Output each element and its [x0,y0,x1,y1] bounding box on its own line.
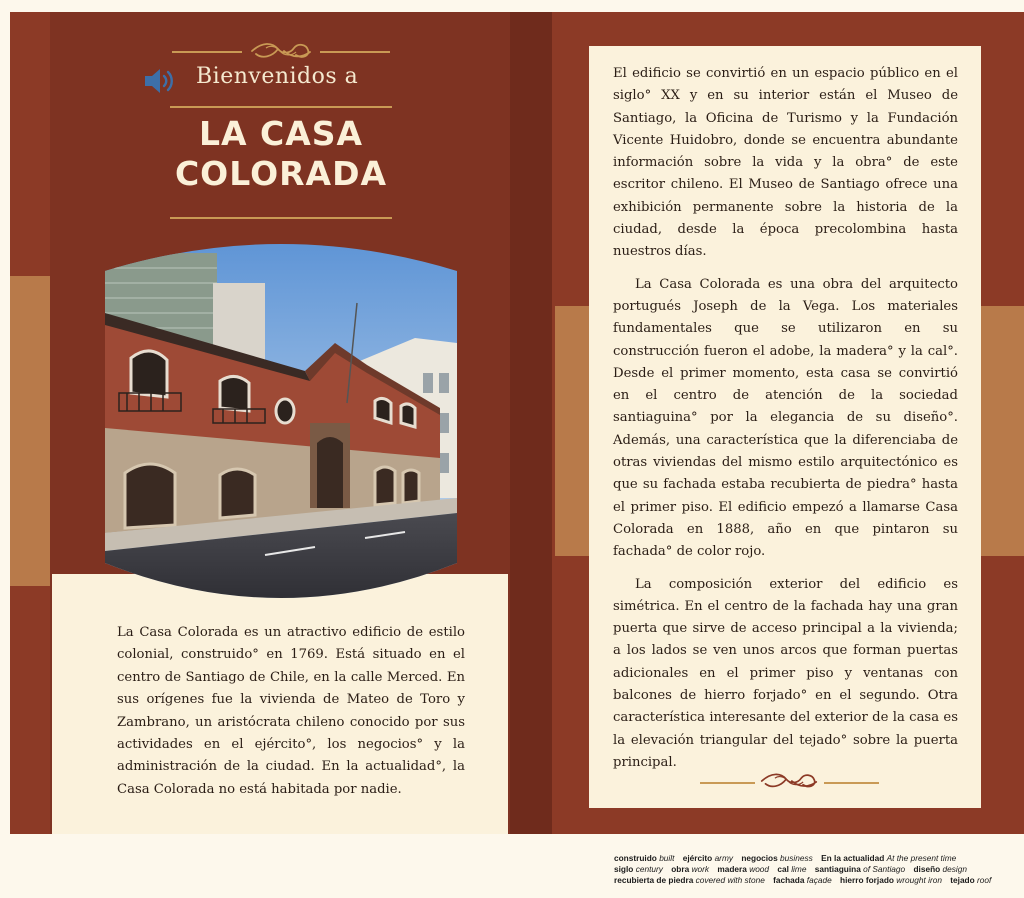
bottom-rule-right [824,782,879,784]
title-line-2: COLORADA [174,154,388,193]
flourish-ornament-icon [758,770,820,792]
glossary [614,853,1018,886]
title-line-1: LA CASA [198,114,364,153]
speaker-icon[interactable] [143,67,177,95]
flourish-ornament-icon [248,40,314,62]
glossary-line-1: construido built ejército army negocios business En la actualidad At the present time [614,853,957,863]
glossary-line-2: siglo century obra work madera wood cal lime santiaguina of Santiago diseño design [614,864,967,874]
title-rule-top [170,106,392,108]
top-rule-left [172,51,242,53]
paragraph-1: El edificio se convirtió en un espacio público en el siglo° XX y en su interior están el Museo de Santiago, la Oficina de Turismo y la Fundación Vicente Huidobro, donde se encuentra abundante información sobre la vida y la obra° de este escritor chileno. El Museo de Santiago ofrece una exhibición permanente sobre la historia de la ciudad, desde la época precolombina hasta nuestros días. [613,66,958,260]
bottom-rule-left [700,782,755,784]
title-rule-bottom [170,217,392,219]
glossary-line-3: recubierta de piedra covered with stone fachada façade hierro forjado wrought iron tejado roof [614,875,992,885]
welcome-heading: Bienvenidos a [196,64,359,89]
casa-colorada-photo [105,243,457,606]
top-rule-right [320,51,390,53]
intro-paragraph: La Casa Colorada es un atractivo edificio de estilo colonial, construido° en 1769. Está situado en el centro de Santiago de Chile, en la calle Merced. En sus orígenes fue la vivienda de Mateo de Toro y Zambrano, un aristócrata chileno conocido por sus actividades en el ejército°, los negocios° y la administración de la ciudad. En la actualidad°, la Casa Colorada no está habitada por nadie. [117,625,465,797]
page-title [150,114,412,194]
paragraph-3: La composición exterior del edificio es simétrica. En el centro de la fachada hay una gran puerta que sirve de acceso principal a la vivienda; a los lados se ven unos arcos que forman puertas adicionales en el primer piso y ventanas con balcones de hierro forjado° en el segundo. Otra característica interesante del exterior de la casa es la elevación triangular del tejado° sobre la puerta principal. [613,576,958,770]
right-body-text [613,63,958,784]
paragraph-2: La Casa Colorada es una obra del arquitecto portugués Joseph de la Vega. Los materiales fundamentales que se utilizaron en su construcción fueron el adobe, la madera° y la cal°. Desde el primer momento, esta casa se convirtió en el centro de atención de la sociedad santiaguina° por la elegancia de su diseño°. Además, una característica que la diferenciaba de otras viviendas del mismo estilo arquitectónico es que su fachada estaba recubierta de piedra° hasta el primer piso. El edificio empezó a llamarse Casa Colorada en 1888, año en que pintaron su fachada° de color rojo. [613,276,958,560]
gutter [508,12,552,834]
